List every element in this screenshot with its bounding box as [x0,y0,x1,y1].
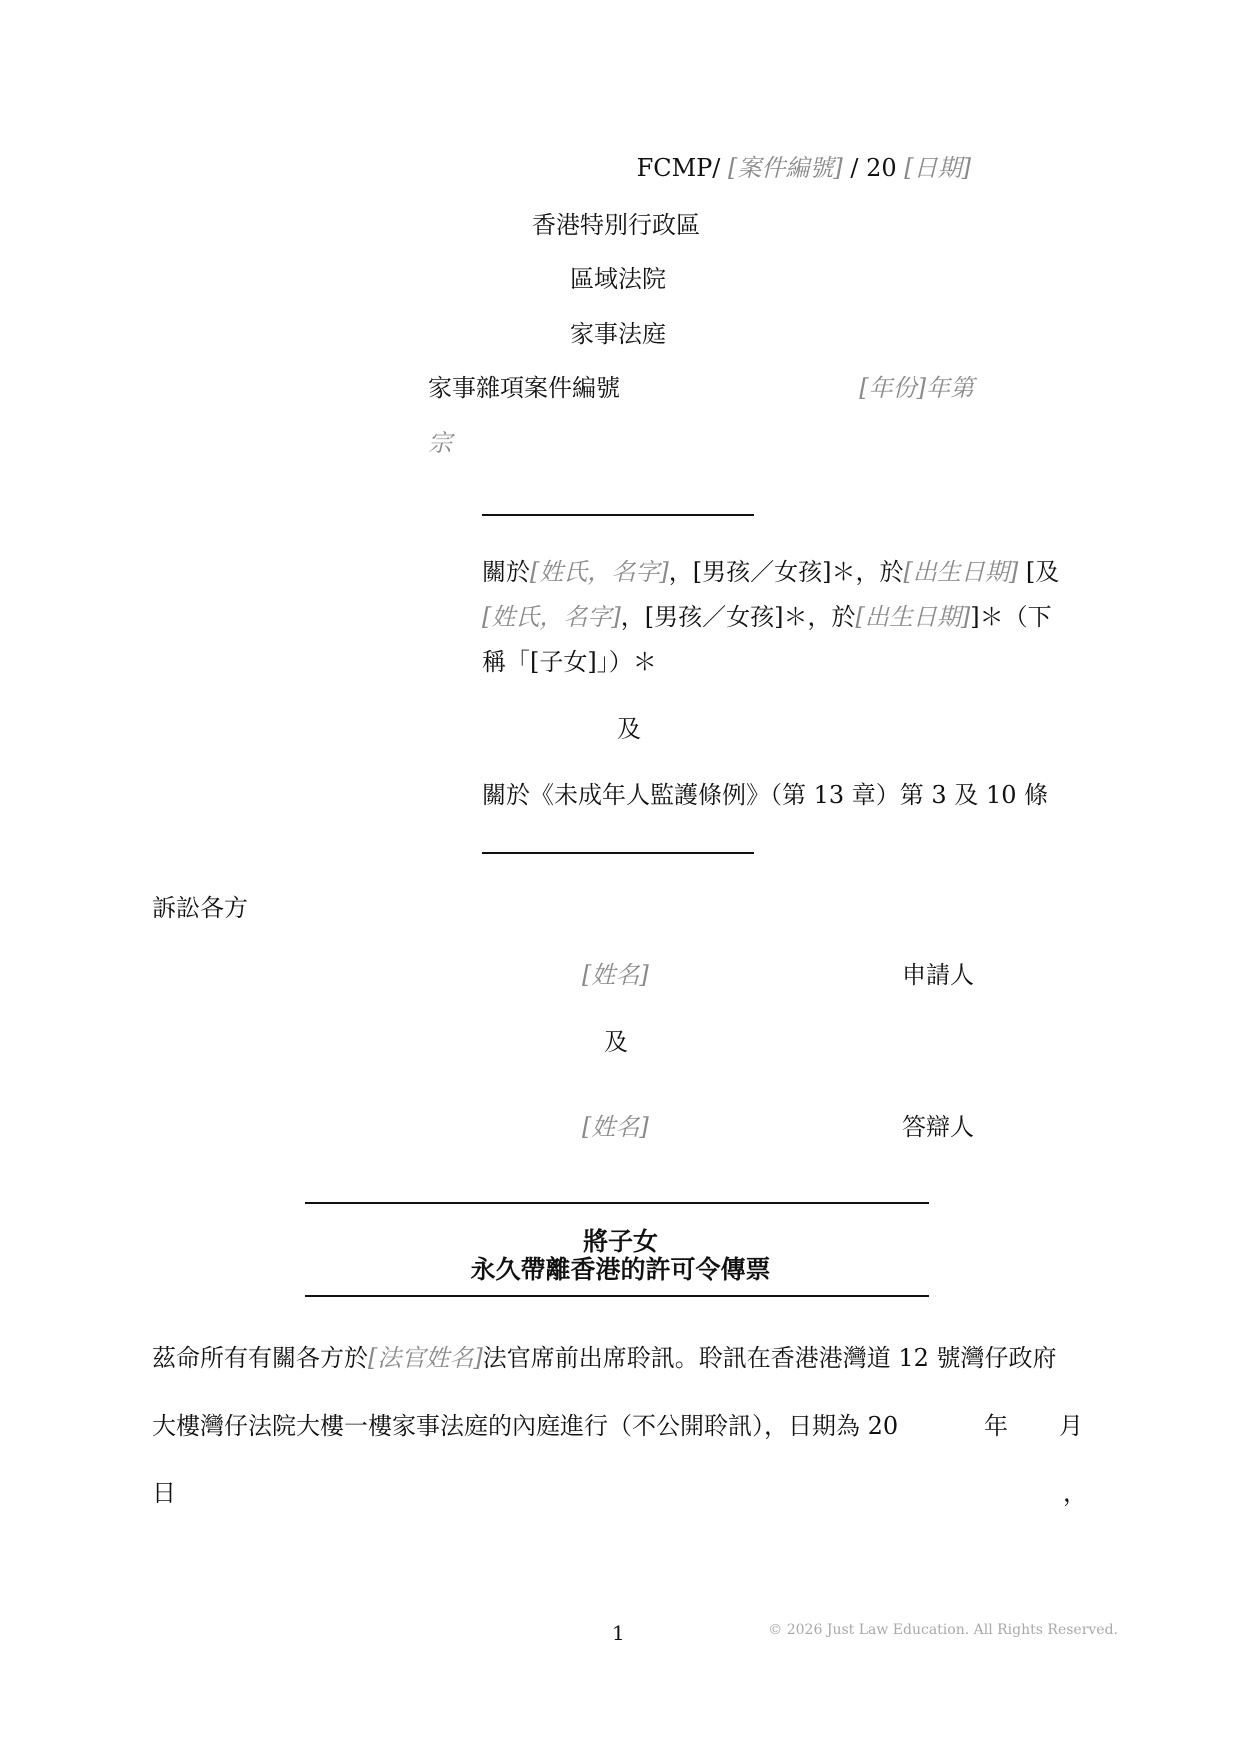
body-text: 法官席前出席聆訊。聆訊在香港港灣道 12 號灣仔政府 [482,1344,1057,1372]
court-region: 香港特別行政區 [532,211,700,239]
matter-text: [及 [1018,558,1060,586]
hearing-day-label: 日 [152,1479,176,1507]
matter-line-3: 稱「[子女]」）＊ [482,648,657,676]
divider-bottom [482,852,754,854]
matter-text: ]＊（下 [970,603,1052,631]
body-line-2: 大樓灣仔法院大樓一樓家事法庭的內庭進行（不公開聆訊），日期為 20 [152,1412,899,1440]
date-placeholder: [日期] [904,154,971,182]
title-rule-bottom [305,1295,929,1297]
case-reference [637,148,971,183]
matter-line-2 [482,597,1052,632]
year-placeholder: [年份] [859,374,926,402]
parties-and: 及 [604,1028,628,1056]
matter-text: 關於 [482,558,530,586]
body-comma: ， [1063,1479,1087,1507]
matter-text: ，[男孩／女孩]＊，於 [668,558,904,586]
applicant-name-placeholder: [姓名] [582,961,649,989]
respondent-role: 答辯人 [902,1113,974,1141]
document-title-line-2: 永久帶離香港的許可令傳票 [470,1255,771,1284]
case-year [859,368,974,403]
hearing-year-label: 年 [984,1412,1008,1440]
page-number: 1 [612,1621,625,1645]
divider-top [482,514,754,516]
copyright-notice: © 2026 Just Law Education. All Rights Reserved. [768,1622,1118,1638]
ordinance-line: 關於《未成年人監護條例》（第 13 章）第 3 及 10 條 [482,781,1049,809]
parties-heading: 訴訟各方 [152,894,248,922]
body-text: 茲命所有有關各方於 [152,1344,368,1372]
matter-text: ，[男孩／女孩]＊，於 [620,603,856,631]
case-zong: 宗 [428,429,452,457]
case-number-label: 家事雜項案件編號 [428,374,620,402]
dob-placeholder: [出生日期] [903,558,1019,586]
respondent-name-placeholder: [姓名] [582,1113,649,1141]
applicant-role: 申請人 [902,961,974,989]
court-district: 區域法院 [570,265,666,293]
dob-placeholder: [出生日期] [855,603,971,631]
title-rule-top [305,1202,929,1204]
child-name-placeholder: [姓氏，名字] [530,558,669,586]
body-line-1 [152,1338,1057,1373]
matter-and: 及 [617,715,641,743]
child-name-placeholder: [姓氏，名字] [482,603,621,631]
hearing-month-label: 月 [1059,1412,1083,1440]
case-ref-prefix: FCMP/ [636,154,729,182]
year-suffix: 年第 [926,374,974,402]
court-family: 家事法庭 [570,320,666,348]
case-number-placeholder: [案件編號] [728,154,843,182]
matter-line-1 [482,552,1059,587]
document-title-line-1: 將子女 [582,1227,658,1256]
judge-name-placeholder: [法官姓名] [368,1344,483,1372]
case-ref-mid: / 20 [842,154,905,182]
